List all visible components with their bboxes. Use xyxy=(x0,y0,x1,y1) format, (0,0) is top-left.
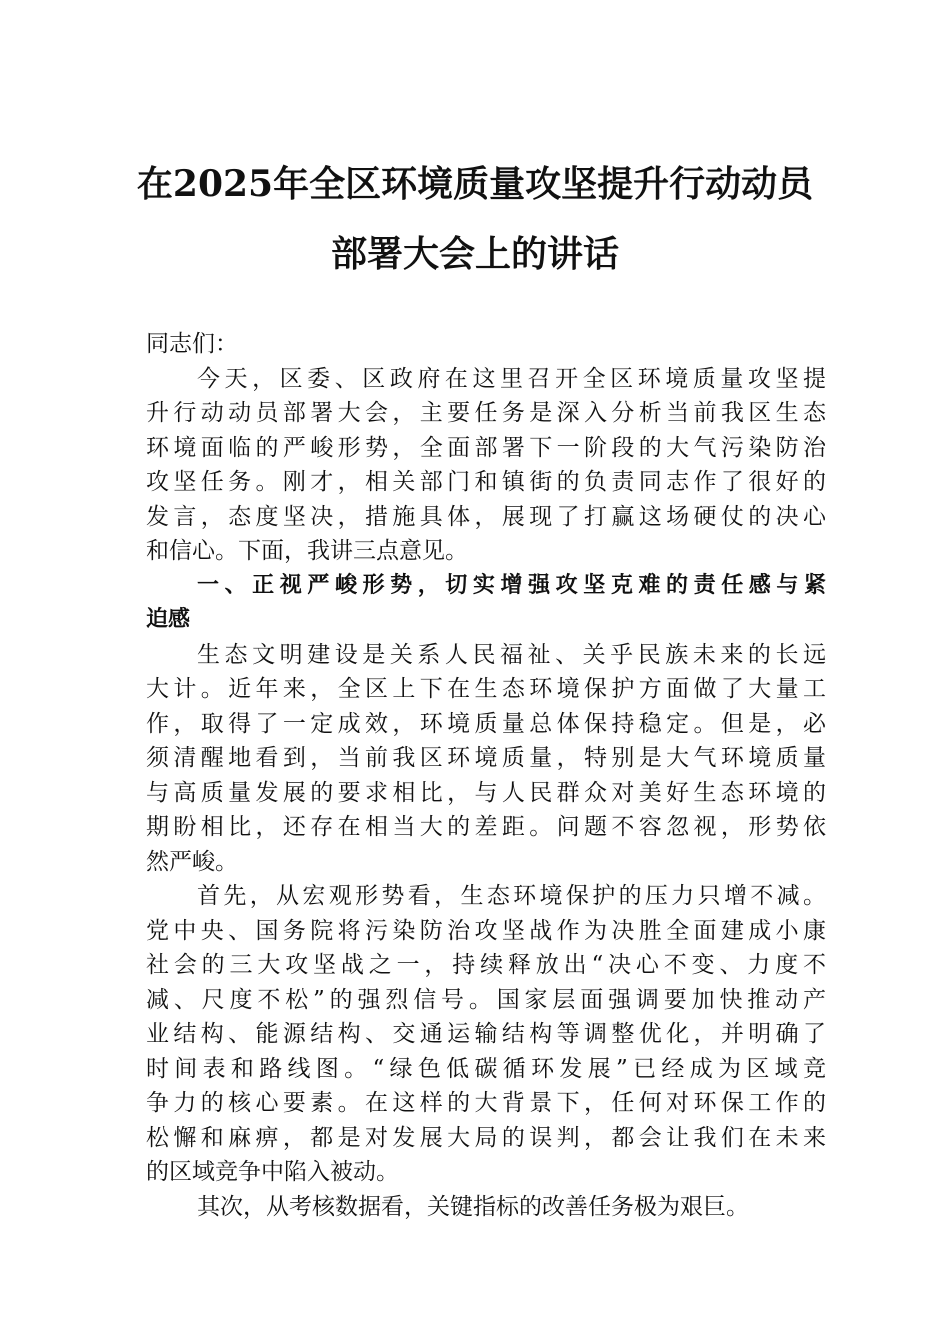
body-line: 与高质量发展的要求相比，与人民群众对美好生态环境的 xyxy=(146,779,826,806)
document-title-line-1: 在2025年全区环境质量攻坚提升行动动员 xyxy=(136,163,814,205)
body-line: 减、尺度不松”的强烈信号。国家层面强调要加快推动产 xyxy=(146,986,826,1013)
body-line: 时间表和路线图。“绿色低碳循环发展”已经成为区域竞 xyxy=(146,1055,826,1082)
body-line: 党中央、国务院将污染防治攻坚战作为决胜全面建成小康 xyxy=(146,917,826,944)
document-title-line-2: 部署大会上的讲话 xyxy=(330,233,619,275)
body-line: 攻坚任务。刚才，相关部门和镇街的负责同志作了很好的 xyxy=(146,469,826,495)
salutation: 同志们： xyxy=(146,331,238,357)
body-line: 大计。近年来，全区上下在生态环境保护方面做了大量工 xyxy=(146,676,826,702)
body-line: 生态文明建设是关系人民福祉、关乎民族未来的长远 xyxy=(197,641,826,668)
body-line: 今天，区委、区政府在这里召开全区环境质量攻坚提 xyxy=(197,365,826,392)
body-line: 须清醒地看到，当前我区环境质量，特别是大气环境质量 xyxy=(146,745,826,771)
body-line: 的区域竞争中陷入被动。 xyxy=(146,1159,399,1185)
body-line: 升行动动员部署大会，主要任务是深入分析当前我区生态 xyxy=(146,400,826,426)
body-line: 期盼相比，还存在相当大的差距。问题不容忽视，形势依 xyxy=(146,814,826,840)
body-line: 松懈和麻痹，都是对发展大局的误判，都会让我们在未来 xyxy=(146,1124,826,1151)
body-line: 社会的三大攻坚战之一，持续释放出“决心不变、力度不 xyxy=(146,952,826,978)
body-line: 和信心。下面，我讲三点意见。 xyxy=(146,538,468,564)
body-line: 然严峻。 xyxy=(146,848,238,875)
body-line: 争力的核心要素。在这样的大背景下，任何对环保工作的 xyxy=(146,1090,826,1116)
body-line: 其次，从考核数据看，关键指标的改善任务极为艰巨。 xyxy=(197,1193,749,1220)
body-line: 环境面临的严峻形势，全面部署下一阶段的大气污染防治 xyxy=(146,434,826,461)
body-line: 作，取得了一定成效，环境质量总体保持稳定。但是，必 xyxy=(146,710,826,737)
body-line: 业结构、能源结构、交通运输结构等调整优化，并明确了 xyxy=(146,1021,826,1047)
document-body xyxy=(146,327,826,1224)
section-heading-1: 一、正视严峻形势，切实增强攻坚克难的责任感与紧 xyxy=(197,572,826,598)
section-heading-1-cont: 迫感 xyxy=(146,607,191,632)
body-line: 首先，从宏观形势看，生态环境保护的压力只增不减。 xyxy=(197,883,826,909)
body-line: 发言，态度坚决，措施具体，展现了打赢这场硬仗的决心 xyxy=(146,503,826,530)
